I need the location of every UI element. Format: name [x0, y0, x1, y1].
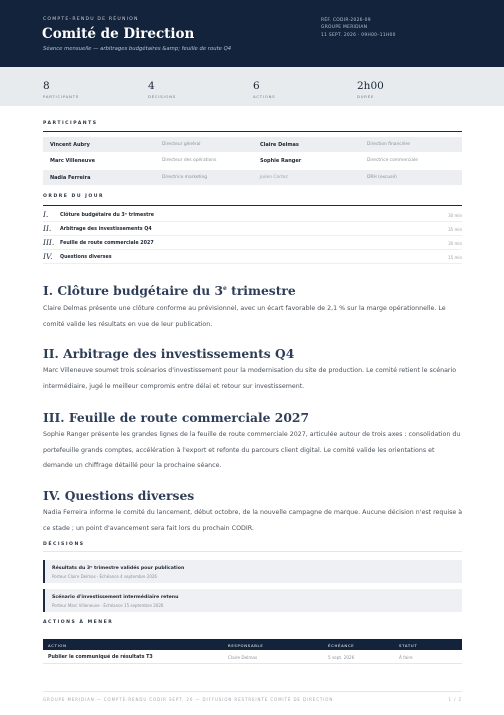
stat-actions	[253, 80, 275, 99]
document-meta	[321, 17, 396, 39]
decision-owner: Porteur Marc Villeneuve · Échéance 15 septembre 2026	[52, 603, 164, 608]
agenda-item	[43, 209, 462, 222]
agenda-heading: ORDRE DU JOUR	[43, 194, 105, 199]
page-footer	[43, 697, 462, 702]
participant-name: Vincent Aubry	[50, 142, 90, 148]
agenda-duration: 15 min	[448, 255, 462, 260]
agenda-duration: 35 min	[448, 227, 462, 232]
document-kicker: COMPTE-RENDU DE RÉUNION	[43, 17, 139, 22]
section-body-misc: Nadia Ferreira informe le comité du lancement, début octobre, de la nouvelle campagne de marque. Aucune décision n'est requise à ce stade ; un point d'avancement sera fait lors du prochain CODIR.	[43, 509, 463, 532]
participant-role: DRH (excusé)	[367, 175, 397, 180]
stat-label: PARTICIPANTS	[43, 94, 80, 99]
section-heading-investments: II. Arbitrage des investissements Q4	[43, 346, 295, 361]
document-subtitle: Séance mensuelle — arbitrages budgétaires &amp; feuille de route Q4	[43, 46, 232, 52]
actions-heading: ACTIONS À MENER	[43, 620, 114, 625]
stat-label: DÉCISIONS	[148, 94, 177, 99]
section-heading-misc: IV. Questions diverses	[43, 488, 195, 503]
meta-reference: RÉF. CODIR-2026-09	[321, 18, 371, 23]
stat-value: 2h00	[357, 80, 384, 92]
participant-name: Claire Delmas	[260, 142, 299, 148]
section-body-investments: Marc Villeneuve soumet trois scénarios d'investissement pour la modernisation du site de production. Le comité retient le scénario intermédiaire, jugé le meilleur compromis entre délai et retour sur investissement.	[43, 367, 457, 390]
stat-value: 4	[148, 80, 155, 92]
due-cell: 5 sept. 2026	[328, 654, 355, 660]
footer-rule	[43, 691, 462, 692]
table-row	[43, 650, 462, 664]
participant-role: Directeur général	[162, 142, 201, 147]
participant-row	[43, 153, 462, 168]
participant-name-excused: Julien Cortez	[260, 175, 288, 180]
agenda-item	[43, 223, 462, 236]
section-body-roadmap: Sophie Ranger présente les grandes lignes de la feuille de route commerciale 2027, articulée autour de trois axes : consolidation du portefeuille grands comptes, accélération à l'export et refonte du parcours client digital. Le comité valide les orientations et demande un chiffrage détaillé pour la prochaine séance.	[43, 431, 461, 469]
section-heading-roadmap: III. Feuille de route commerciale 2027	[43, 410, 310, 425]
participant-row	[43, 137, 462, 152]
agenda-title: Clôture budgétaire du 3ᵉ trimestre	[60, 212, 155, 218]
action-cell: Publier le communiqué de résultats T3	[48, 654, 153, 660]
stat-label: DURÉE	[357, 94, 375, 99]
actions-table-header	[43, 639, 462, 650]
column-header-owner: RESPONSABLE	[228, 642, 264, 648]
agenda-title: Questions diverses	[60, 254, 112, 260]
participant-role: Directrice commerciale	[367, 158, 418, 163]
stat-label: ACTIONS	[253, 94, 276, 99]
document-title: Comité de Direction	[42, 26, 195, 42]
agenda-rule	[43, 205, 462, 206]
decision-owner: Porteur Claire Delmas · Échéance 4 septembre 2026	[52, 574, 157, 579]
status-cell: À faire	[399, 654, 413, 660]
agenda-duration: 30 min	[448, 213, 462, 218]
page-number: 1 / 2	[448, 697, 462, 702]
agenda-number: III.	[43, 238, 55, 247]
agenda-number: I.	[43, 210, 49, 219]
agenda-item	[43, 251, 462, 264]
meta-date: 11 SEPT. 2026 · 09H00–11H00	[321, 32, 396, 38]
agenda-number: II.	[43, 224, 52, 233]
meta-company: GROUPE MERIDIAN	[321, 25, 368, 31]
decision-title: Scénario d'investissement intermédiaire retenu	[52, 595, 179, 600]
agenda-title: Arbitrage des investissements Q4	[60, 226, 152, 232]
participant-name: Marc Villeneuve	[50, 158, 95, 164]
section-heading-budget: I. Clôture budgétaire du 3e trimestre	[43, 283, 296, 298]
participant-role: Direction financière	[367, 142, 410, 147]
participant-role: Directrice marketing	[162, 175, 208, 180]
stat-decisions	[148, 80, 176, 99]
stat-duration	[357, 80, 384, 99]
agenda-title: Feuille de route commerciale 2027	[60, 240, 154, 246]
stats-band	[0, 67, 504, 106]
stat-participants	[43, 80, 79, 99]
section-body-budget: Claire Delmas présente une clôture conforme au prévisionnel, avec un écart favorable de 2,1 % sur la marge opérationnelle. Le comité valide les résultats en vue de leur publication.	[43, 305, 446, 328]
decision-title: Résultats du 3ᵉ trimestre validés pour publication	[52, 566, 185, 571]
stat-value: 8	[43, 80, 50, 92]
participant-name: Sophie Ranger	[260, 158, 302, 164]
document-header	[0, 0, 504, 67]
agenda-duration: 30 min	[448, 241, 462, 246]
agenda-number: IV.	[43, 252, 53, 261]
stat-value: 6	[253, 80, 260, 92]
footer-text: GROUPE MERIDIAN — COMPTE-RENDU CODIR SEPT. 26 — DIFFUSION RESTREINTE COMITÉ DE DIRECTION	[43, 697, 334, 702]
decision-card	[43, 560, 462, 583]
column-header-action: ACTION	[48, 642, 67, 648]
owner-cell: Claire Delmas	[228, 654, 258, 660]
decision-card	[43, 589, 462, 612]
participant-row	[43, 170, 462, 185]
participants-heading: PARTICIPANTS	[43, 121, 98, 126]
decisions-rule	[43, 551, 462, 552]
participants-rule	[43, 131, 462, 132]
decisions-heading: DÉCISIONS	[43, 542, 85, 547]
participant-role: Directeur des opérations	[162, 158, 217, 163]
agenda-item	[43, 237, 462, 250]
column-header-due: ÉCHÉANCE	[328, 642, 355, 648]
column-header-status: STATUT	[399, 642, 418, 648]
participant-name: Nadia Ferreira	[50, 175, 91, 181]
